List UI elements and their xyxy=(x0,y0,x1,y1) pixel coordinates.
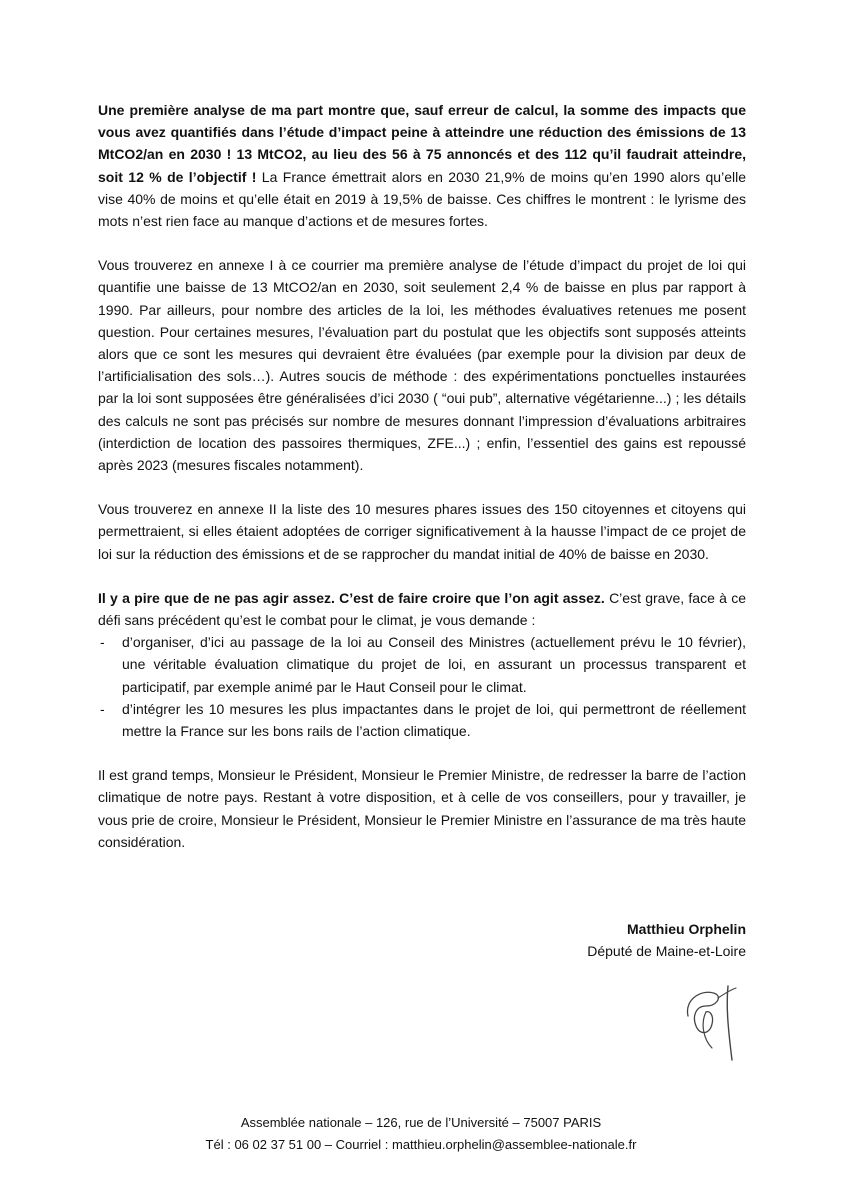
list-dash: - xyxy=(100,634,105,651)
paragraph-analysis xyxy=(98,99,746,232)
letter-body xyxy=(98,99,746,875)
paragraph-annex-one: Vous trouverez en annexe I à ce courrier ma première analyse de l’étude d’impact du projet de loi qui quantifie une baisse de 13 MtCO2/an en 2030, soit seulement 2,4 % de baisse en plus par rapport à 1990. Par ailleurs, pour nombre des articles de la loi, les méthodes évaluatives retenues me posent question. Pour certaines mesures, l’évaluation part du postulat que les objectifs sont supposés atteints alors que ce sont les mesures qui devraient être évaluées (par exemple pour la division par deux de l’artificialisation des sols…). Autres soucis de méthode : des expérimentations ponctuelles instaurées par la loi sont supposées être généralisées d’ici 2030 ( “oui pub”, alternative végétarienne...) ; les détails des calculs ne sont pas précisés sur nombre de mesures donnant l’impression d’évaluations arbitraires (interdiction de location des passoires thermiques, ZFE...) ; enfin, l’essentiel des gains est repoussé après 2023 (mesures fiscales notamment). xyxy=(98,257,746,474)
analysis-text: La France émettrait alors en 2030 21,9% de moins qu’en 1990 alors qu’elle vise 40% de moins et qu’elle était en 2019 à 19,5% de baisse. Ces chiffres le montrent : le lyrisme des mots n’est rien face au manque d’actions et de mesures fortes. xyxy=(98,168,746,230)
footer-address: Assemblée nationale – 126, rue de l’Université – 75007 PARIS xyxy=(240,1115,602,1130)
list-item xyxy=(98,631,746,698)
list-item xyxy=(98,698,746,742)
list-item-text: d’intégrer les 10 mesures les plus impactantes dans le projet de loi, qui permettront de réellement mettre la France sur les bons rails de l’action climatique. xyxy=(122,700,746,740)
paragraph-closing: Il est grand temps, Monsieur le Président, Monsieur le Premier Ministre, de redresser la barre de l’action climatique de notre pays. Restant à votre disposition, et à celle de vos conseillers, pour y travailler, je vous prie de croire, Monsieur le Président, Monsieur le Premier Ministre en l’assurance de ma très haute considération. xyxy=(98,767,746,850)
analysis-bold-text: Une première analyse de ma part montre que, sauf erreur de calcul, la somme des impacts que vous avez quantifiés dans l’étude d’impact peine à atteindre une réduction des émissions de 13 MtCO2/an en 2030 ! 13 MtCO2, au lieu des 56 à 75 annoncés et des 112 qu’il faudrait atteindre, soit 12 % de l’objectif ! xyxy=(98,102,746,185)
paragraph-demand-intro xyxy=(98,587,746,631)
footer-contact: Tél : 06 02 37 51 00 – Courriel : matthieu.orphelin@assemblee-nationale.fr xyxy=(205,1137,637,1152)
demand-list xyxy=(98,631,746,742)
signatory-title: Député de Maine-et-Loire xyxy=(587,943,746,959)
signatory-name: Matthieu Orphelin xyxy=(627,921,746,937)
demand-intro-text: C’est grave, face à ce défi sans précédent qu’est le combat pour le climat, je vous demande : xyxy=(98,589,746,629)
demand-intro-bold-text: Il y a pire que de ne pas agir assez. C’est de faire croire que l’on agit assez. xyxy=(98,589,605,606)
handwritten-signature xyxy=(676,976,746,1062)
list-dash: - xyxy=(100,700,105,717)
letterhead-footer xyxy=(0,1112,842,1156)
signature-block xyxy=(587,918,746,962)
list-item-text: d’organiser, d’ici au passage de la loi au Conseil des Ministres (actuellement prévu le 10 février), une véritable évaluation climatique du projet de loi, en assurant un processus transparent et participatif, par exemple animé par le Haut Conseil pour le climat. xyxy=(122,634,746,695)
paragraph-annex-two: Vous trouverez en annexe II la liste des 10 mesures phares issues des 150 citoyennes et citoyens qui permettraient, si elles étaient adoptées de corriger significativement à la hausse l’impact de ce projet de loi sur la réduction des émissions et de se rapprocher du mandat initial de 40% de baisse en 2030. xyxy=(98,501,746,562)
